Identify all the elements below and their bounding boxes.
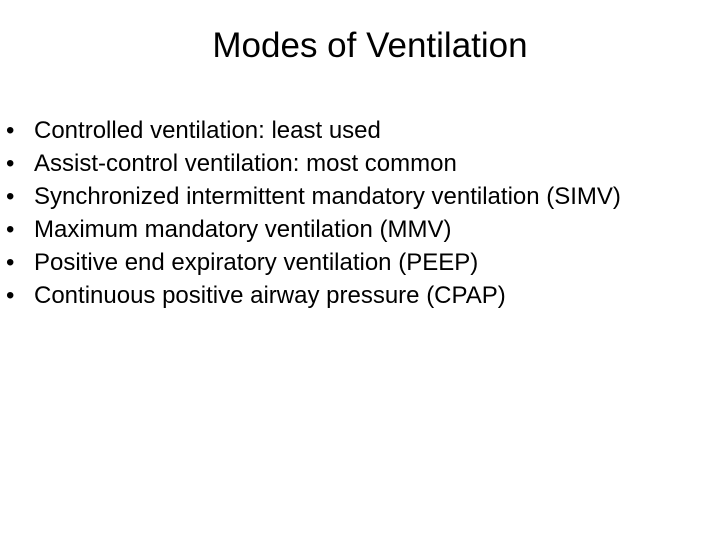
bullet-item-simv (4, 180, 704, 213)
bullet-text: Assist-control ventilation: most common (34, 150, 457, 177)
bullet-icon: • (6, 249, 15, 276)
bullet-text: Synchronized intermittent mandatory ventilation (SIMV) (34, 183, 621, 210)
slide-title: Modes of Ventilation (212, 26, 528, 65)
bullet-item-cpap (4, 279, 704, 312)
bullet-item-assist-control (4, 147, 704, 180)
bullet-item-mmv (4, 213, 704, 246)
bullet-text: Controlled ventilation: least used (34, 117, 381, 144)
bullet-text: Positive end expiratory ventilation (PEEP) (34, 249, 479, 276)
bullet-icon: • (6, 216, 15, 243)
bullet-text: Continuous positive airway pressure (CPAP) (34, 282, 506, 309)
bullet-item-peep (4, 246, 704, 279)
bullet-icon: • (6, 117, 15, 144)
bullet-icon: • (6, 183, 15, 210)
bullet-item-controlled-ventilation (4, 114, 704, 147)
bullet-icon: • (6, 150, 15, 177)
bullet-icon: • (6, 282, 15, 309)
bullet-list (4, 114, 704, 312)
bullet-text: Maximum mandatory ventilation (MMV) (34, 216, 452, 243)
